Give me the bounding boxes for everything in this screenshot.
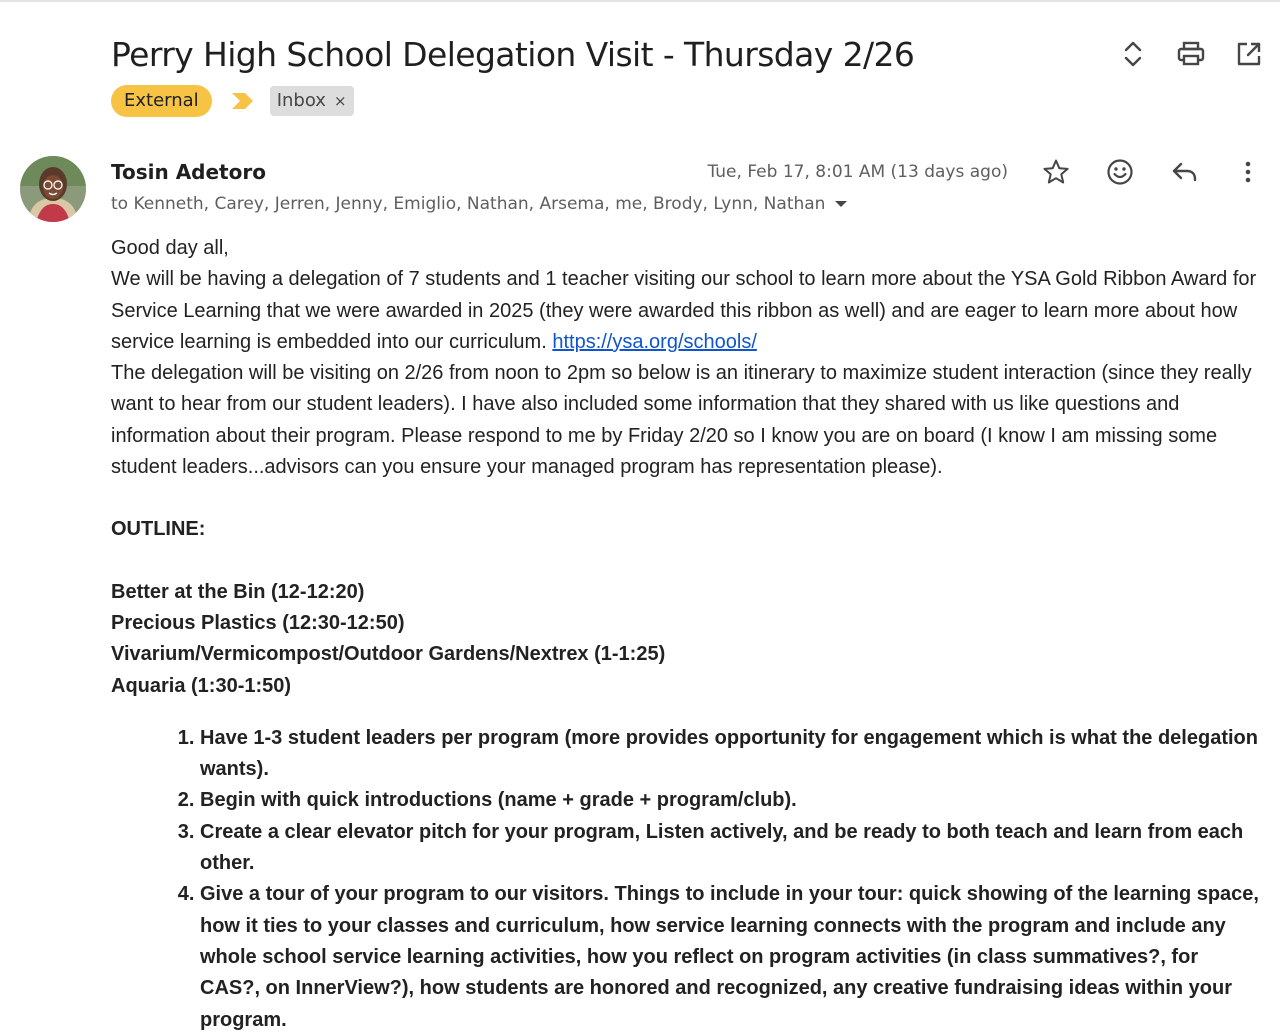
expand-collapse-icon[interactable] bbox=[1119, 40, 1147, 68]
schedule-item: Aquaria (1:30-1:50) bbox=[111, 674, 292, 697]
body-paragraph bbox=[111, 264, 1261, 358]
recipients-line[interactable] bbox=[111, 190, 847, 218]
remove-label-icon[interactable]: × bbox=[333, 92, 347, 110]
list-item: 4. Give a tour of your program to our visitors. Things to include in your tour: quick showing of the learning space, how it ties to your classes and curriculum, how service learning connects with the program and include any whole school service learning activities, how you reflect on program activities (in class summatives?, for CAS?, on InnerView?), how students are honored and recognized, any creative fundraising ideas within your program. bbox=[200, 879, 1261, 1035]
message-body bbox=[111, 233, 1261, 1036]
message-timestamp: Tue, Feb 17, 8:01 AM (13 days ago) bbox=[707, 162, 1008, 182]
sender-name[interactable]: Tosin Adetoro bbox=[111, 160, 266, 184]
outline-heading: OUTLINE: bbox=[111, 518, 206, 541]
label-external[interactable]: External bbox=[111, 85, 212, 117]
importance-marker-icon[interactable] bbox=[232, 93, 254, 109]
list-item: 1. Have 1-3 student leaders per program (more provides opportunity for engagement which is what the delegation wants). bbox=[200, 723, 1261, 786]
schedule-item: Better at the Bin (12-12:20) bbox=[111, 580, 365, 603]
greeting: Good day all, bbox=[111, 237, 229, 259]
list-item: 3. Create a clear elevator pitch for your program, Listen actively, and be ready to both teach and learn from each other. bbox=[200, 817, 1261, 880]
reply-icon[interactable] bbox=[1170, 158, 1198, 186]
recipients-text: to Kenneth, Carey, Jerren, Jenny, Emiglio, Nathan, Arsema, me, Brody, Lynn, Nathan bbox=[111, 194, 826, 214]
star-icon[interactable] bbox=[1042, 158, 1070, 186]
message-actions bbox=[1042, 158, 1262, 186]
schedule-item: Vivarium/Vermicompost/Outdoor Gardens/Nextrex (1-1:25) bbox=[111, 643, 666, 666]
schedule-list bbox=[111, 577, 1261, 702]
top-divider bbox=[0, 0, 1280, 2]
list-item: 2. Begin with quick introductions (name + grade + program/club). bbox=[200, 785, 1261, 816]
email-subject: Perry High School Delegation Visit - Thursday 2/26 bbox=[111, 35, 915, 74]
label-row bbox=[111, 85, 354, 117]
more-vert-icon[interactable] bbox=[1234, 158, 1262, 186]
print-icon[interactable] bbox=[1177, 40, 1205, 68]
paragraph-text: We will be having a delegation of 7 students and 1 teacher visiting our school to learn more about the YSA Gold Ribbon Award for Service Learning that we were awarded in 2025 (they were awarded this ribbon as well) and are eager to learn more about how service learning is embedded into our curriculum. bbox=[111, 268, 1257, 353]
open-in-new-window-icon[interactable] bbox=[1235, 40, 1263, 68]
chevron-down-icon[interactable] bbox=[835, 201, 847, 207]
schedule-item: Precious Plastics (12:30-12:50) bbox=[111, 611, 405, 634]
header-actions bbox=[1119, 40, 1263, 68]
body-paragraph: The delegation will be visiting on 2/26 from noon to 2pm so below is an itinerary to maximize student interaction (since they really want to hear from our student leaders). I have also included some information that they shared with us like questions and information about their program. Please respond to me by Friday 2/20 so I know you are on board (I know I am missing some student leaders...advisors can you ensure your managed program has representation please). bbox=[111, 362, 1252, 479]
steps-list bbox=[111, 723, 1261, 1036]
label-inbox[interactable] bbox=[270, 86, 354, 116]
ysa-schools-link[interactable]: https://ysa.org/schools/ bbox=[552, 330, 757, 353]
label-inbox-text: Inbox bbox=[276, 90, 326, 111]
sender-avatar[interactable] bbox=[20, 156, 86, 222]
emoji-react-icon[interactable] bbox=[1106, 158, 1134, 186]
